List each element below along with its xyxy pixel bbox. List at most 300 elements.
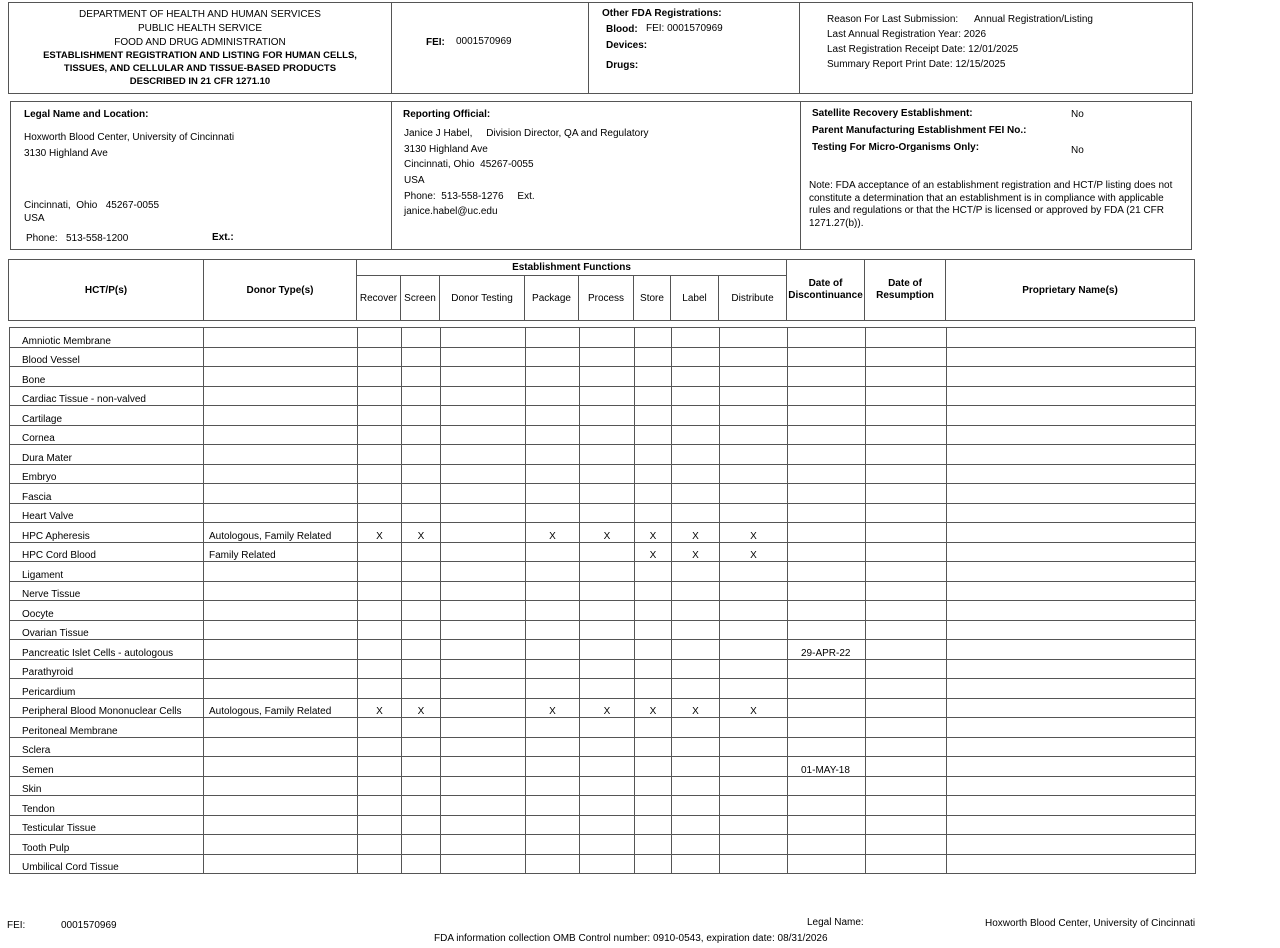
function-mark-cell (672, 776, 720, 796)
donor-type-cell (204, 796, 358, 816)
submission-info-box (799, 2, 1193, 94)
hctp-name-cell: Dura Mater (10, 445, 204, 465)
discontinuance-date-cell (788, 445, 866, 465)
hctp-name-cell: Tooth Pulp (10, 835, 204, 855)
resumption-date-cell (866, 425, 947, 445)
agency-line: PUBLIC HEALTH SERVICE (137, 23, 263, 34)
function-mark-cell (358, 503, 402, 523)
function-mark-cell (358, 406, 402, 426)
hctp-name-cell: Ligament (10, 562, 204, 582)
resumption-date-cell (866, 757, 947, 777)
hctp-name-cell: Embryo (10, 464, 204, 484)
blood-label: Blood: (606, 24, 638, 35)
function-mark-cell (441, 620, 526, 640)
establishment-functions-header: Establishment Functions (357, 260, 787, 276)
function-mark-cell: X (526, 698, 580, 718)
fei-header-box (391, 2, 589, 94)
function-mark-cell (635, 757, 672, 777)
function-mark-cell (402, 679, 441, 699)
table-row (10, 659, 1196, 679)
proprietary-name-cell (947, 445, 1196, 465)
resumption-date-cell (866, 776, 947, 796)
resumption-date-cell (866, 406, 947, 426)
proprietary-name-column-header: Proprietary Name(s) (946, 260, 1195, 321)
proprietary-name-cell (947, 815, 1196, 835)
function-mark-cell (635, 737, 672, 757)
function-mark-cell (720, 854, 788, 874)
donor-type-cell (204, 757, 358, 777)
function-mark-cell (720, 386, 788, 406)
function-mark-cell (720, 562, 788, 582)
function-mark-cell (580, 347, 635, 367)
proprietary-name-cell (947, 679, 1196, 699)
function-mark-cell (402, 640, 441, 660)
function-mark-cell (441, 854, 526, 874)
function-mark-cell (635, 386, 672, 406)
function-mark-cell (441, 347, 526, 367)
function-mark-cell (672, 367, 720, 387)
function-mark-cell (526, 601, 580, 621)
function-mark-cell (635, 601, 672, 621)
function-mark-cell: X (358, 698, 402, 718)
function-mark-cell: X (402, 523, 441, 543)
discontinuance-date-cell (788, 347, 866, 367)
function-mark-cell (635, 854, 672, 874)
hctp-name-cell: Blood Vessel (10, 347, 204, 367)
function-mark-cell (720, 464, 788, 484)
function-mark-cell (441, 523, 526, 543)
table-row (10, 854, 1196, 874)
legal-name-label: Legal Name and Location: (24, 109, 149, 120)
resumption-date-cell (866, 835, 947, 855)
function-mark-cell (672, 815, 720, 835)
table-row (10, 503, 1196, 523)
proprietary-name-cell (947, 425, 1196, 445)
proprietary-name-cell (947, 659, 1196, 679)
discontinuance-date-cell (788, 601, 866, 621)
function-mark-cell (358, 562, 402, 582)
satellite-info-box (800, 101, 1192, 250)
function-mark-cell (526, 386, 580, 406)
function-mark-cell: X (720, 523, 788, 543)
official-country: USA (404, 175, 425, 186)
table-row (10, 835, 1196, 855)
date-resum-line: Date of (888, 278, 922, 289)
function-mark-cell: X (672, 523, 720, 543)
function-mark-cell (441, 815, 526, 835)
function-mark-cell (402, 562, 441, 582)
function-mark-cell (720, 601, 788, 621)
function-mark-cell (441, 445, 526, 465)
resumption-date-cell (866, 815, 947, 835)
function-mark-cell (402, 776, 441, 796)
blood-value: FEI: 0001570969 (646, 23, 723, 34)
table-row (10, 640, 1196, 660)
official-phone: Phone: 513-558-1276 Ext. (404, 191, 535, 202)
function-mark-cell (720, 796, 788, 816)
function-column-header: Recover (357, 276, 401, 321)
function-mark-cell (720, 347, 788, 367)
function-mark-cell (672, 620, 720, 640)
function-mark-cell (672, 737, 720, 757)
function-mark-cell (402, 347, 441, 367)
function-mark-cell (358, 347, 402, 367)
function-mark-cell (402, 601, 441, 621)
agency-header-box (8, 2, 392, 94)
function-mark-cell (526, 542, 580, 562)
function-mark-cell (526, 562, 580, 582)
function-mark-cell: X (580, 523, 635, 543)
hctp-column-header: HCT/P(s) (9, 260, 204, 321)
proprietary-name-cell (947, 718, 1196, 738)
function-mark-cell (580, 640, 635, 660)
hctp-name-cell: Umbilical Cord Tissue (10, 854, 204, 874)
proprietary-name-cell (947, 620, 1196, 640)
function-mark-cell (526, 659, 580, 679)
table-row (10, 562, 1196, 582)
function-mark-cell (402, 737, 441, 757)
resumption-date-cell (866, 620, 947, 640)
resumption-date-cell (866, 854, 947, 874)
reason-label: Reason For Last Submission: (827, 14, 959, 25)
function-mark-cell (526, 757, 580, 777)
function-mark-cell (526, 796, 580, 816)
form-title-line: DESCRIBED IN 21 CFR 1271.10 (129, 76, 271, 87)
function-mark-cell (635, 718, 672, 738)
legal-ext-label: Ext.: (212, 232, 234, 243)
function-column-header: Distribute (719, 276, 787, 321)
donor-type-cell (204, 425, 358, 445)
table-row (10, 737, 1196, 757)
discontinuance-date-cell (788, 776, 866, 796)
table-row (10, 542, 1196, 562)
function-mark-cell (720, 776, 788, 796)
hctp-name-cell: Parathyroid (10, 659, 204, 679)
donor-type-cell (204, 367, 358, 387)
function-mark-cell (358, 601, 402, 621)
donor-type-cell (204, 620, 358, 640)
table-row (10, 523, 1196, 543)
function-mark-cell: X (635, 542, 672, 562)
function-mark-cell (580, 542, 635, 562)
function-mark-cell (672, 347, 720, 367)
table-row (10, 328, 1196, 348)
function-mark-cell (672, 835, 720, 855)
proprietary-name-cell (947, 698, 1196, 718)
function-mark-cell (672, 796, 720, 816)
function-mark-cell (441, 776, 526, 796)
table-row (10, 484, 1196, 504)
function-mark-cell (358, 757, 402, 777)
table-row (10, 698, 1196, 718)
discontinuance-date-cell (788, 464, 866, 484)
function-mark-cell (580, 776, 635, 796)
function-mark-cell (441, 718, 526, 738)
function-mark-cell (580, 854, 635, 874)
resumption-date-cell (866, 503, 947, 523)
function-mark-cell (672, 718, 720, 738)
function-mark-cell (635, 503, 672, 523)
hctp-name-cell: Bone (10, 367, 204, 387)
function-mark-cell (720, 620, 788, 640)
function-mark-cell (580, 425, 635, 445)
function-mark-cell (441, 484, 526, 504)
function-mark-cell (526, 484, 580, 504)
function-mark-cell (580, 835, 635, 855)
function-mark-cell (720, 718, 788, 738)
function-mark-cell: X (635, 698, 672, 718)
resumption-date-cell (866, 796, 947, 816)
function-mark-cell (441, 425, 526, 445)
function-mark-cell (635, 581, 672, 601)
function-mark-cell (358, 425, 402, 445)
function-mark-cell (720, 445, 788, 465)
function-mark-cell (402, 484, 441, 504)
function-mark-cell (358, 445, 402, 465)
hctp-name-cell: Amniotic Membrane (10, 328, 204, 348)
function-mark-cell (402, 796, 441, 816)
discontinuance-date-cell (788, 367, 866, 387)
function-mark-cell (580, 386, 635, 406)
compliance-note: Note: FDA acceptance of an establishment registration and HCT/P listing does not constitute a determination that an establishment is in compliance with applicable rules and regulations or that the HCT/P is licensed or approved by FDA (21 CFR 1271.27(b)). (809, 180, 1173, 229)
function-mark-cell: X (402, 698, 441, 718)
function-mark-cell (441, 367, 526, 387)
function-mark-cell (526, 854, 580, 874)
function-mark-cell (441, 406, 526, 426)
function-mark-cell (526, 503, 580, 523)
function-mark-cell: X (720, 542, 788, 562)
discontinuance-date-cell (788, 581, 866, 601)
function-mark-cell: X (635, 523, 672, 543)
resumption-date-cell (866, 386, 947, 406)
legal-name-box (10, 101, 392, 250)
function-mark-cell (720, 640, 788, 660)
function-mark-cell (580, 815, 635, 835)
function-mark-cell (720, 679, 788, 699)
hctp-name-cell: Peripheral Blood Mononuclear Cells (10, 698, 204, 718)
agency-line: FOOD AND DRUG ADMINISTRATION (114, 37, 286, 48)
function-mark-cell (672, 328, 720, 348)
legal-name: Hoxworth Blood Center, University of Cincinnati (24, 132, 235, 143)
function-mark-cell (526, 776, 580, 796)
hctp-name-cell: Fascia (10, 484, 204, 504)
function-mark-cell (526, 737, 580, 757)
function-column-header: Store (634, 276, 671, 321)
legal-phone-value: 513-558-1200 (66, 233, 129, 244)
resumption-date-cell (866, 601, 947, 621)
function-mark-cell (672, 562, 720, 582)
table-row (10, 601, 1196, 621)
hctp-name-cell: Ovarian Tissue (10, 620, 204, 640)
function-mark-cell (635, 815, 672, 835)
function-mark-cell (580, 581, 635, 601)
proprietary-name-cell (947, 640, 1196, 660)
fei-value: 0001570969 (456, 36, 512, 47)
function-mark-cell (635, 445, 672, 465)
footer-legal-name-label: Legal Name: (807, 917, 864, 928)
resumption-date-cell (866, 659, 947, 679)
donor-type-cell (204, 640, 358, 660)
function-mark-cell (635, 620, 672, 640)
table-row (10, 464, 1196, 484)
hctp-name-cell: Nerve Tissue (10, 581, 204, 601)
discontinuance-date-cell (788, 484, 866, 504)
hctp-name-cell: Peritoneal Membrane (10, 718, 204, 738)
discontinuance-date-cell (788, 425, 866, 445)
function-mark-cell (441, 835, 526, 855)
function-mark-cell (720, 659, 788, 679)
donor-type-cell (204, 347, 358, 367)
function-mark-cell: X (580, 698, 635, 718)
resumption-date-cell (866, 542, 947, 562)
function-mark-cell (526, 835, 580, 855)
table-row (10, 796, 1196, 816)
function-mark-cell (580, 601, 635, 621)
agency-line: DEPARTMENT OF HEALTH AND HUMAN SERVICES (79, 9, 321, 20)
proprietary-name-cell (947, 542, 1196, 562)
hctp-name-cell: Testicular Tissue (10, 815, 204, 835)
donor-type-cell (204, 679, 358, 699)
function-mark-cell (358, 776, 402, 796)
function-mark-cell: X (358, 523, 402, 543)
drugs-label: Drugs: (606, 60, 639, 71)
function-mark-cell (441, 640, 526, 660)
function-mark-cell (526, 328, 580, 348)
function-mark-cell (635, 835, 672, 855)
date-resum-line: Resumption (876, 290, 934, 301)
function-mark-cell (358, 835, 402, 855)
donor-type-cell (204, 464, 358, 484)
last-annual-year: Last Annual Registration Year: 2026 (827, 29, 987, 40)
function-mark-cell (720, 328, 788, 348)
donor-type-cell (204, 581, 358, 601)
function-mark-cell (526, 406, 580, 426)
function-mark-cell (672, 581, 720, 601)
hctp-name-cell: HPC Apheresis (10, 523, 204, 543)
date-disc-line: Discontinuance (788, 290, 863, 301)
function-mark-cell (441, 464, 526, 484)
function-mark-cell (672, 406, 720, 426)
function-mark-cell (402, 503, 441, 523)
function-mark-cell (402, 542, 441, 562)
date-disc-line: Date of (808, 278, 843, 289)
hctp-name-cell: Tendon (10, 796, 204, 816)
table-row (10, 815, 1196, 835)
function-mark-cell (635, 640, 672, 660)
legal-street: 3130 Highland Ave (24, 148, 108, 159)
function-mark-cell (402, 835, 441, 855)
function-mark-cell (580, 718, 635, 738)
testing-value: No (1071, 145, 1084, 156)
function-mark-cell (720, 815, 788, 835)
table-row (10, 425, 1196, 445)
function-mark-cell (672, 464, 720, 484)
discontinuance-date-cell (788, 737, 866, 757)
function-column-header: Package (525, 276, 579, 321)
function-mark-cell (720, 581, 788, 601)
function-mark-cell (720, 835, 788, 855)
function-mark-cell (580, 445, 635, 465)
function-mark-cell (672, 757, 720, 777)
function-mark-cell (580, 796, 635, 816)
function-mark-cell (635, 796, 672, 816)
table-row (10, 367, 1196, 387)
function-mark-cell (441, 542, 526, 562)
hctp-name-cell: Skin (10, 776, 204, 796)
resumption-date-cell (866, 445, 947, 465)
discontinuance-date-cell (788, 815, 866, 835)
hctp-name-cell: Heart Valve (10, 503, 204, 523)
function-mark-cell: X (672, 542, 720, 562)
function-mark-cell (526, 640, 580, 660)
discontinuance-date-cell (788, 328, 866, 348)
function-mark-cell (526, 718, 580, 738)
function-mark-cell (580, 406, 635, 426)
official-name-title: Janice J Habel, Division Director, QA and Regulatory (404, 128, 649, 139)
table-row (10, 386, 1196, 406)
function-mark-cell (580, 757, 635, 777)
function-mark-cell (526, 679, 580, 699)
function-mark-cell (358, 640, 402, 660)
hctp-table (9, 327, 1196, 874)
table-row (10, 445, 1196, 465)
donor-type-cell (204, 562, 358, 582)
function-mark-cell (635, 484, 672, 504)
function-mark-cell (526, 581, 580, 601)
legal-phone-label: Phone: (26, 233, 58, 244)
function-mark-cell (526, 425, 580, 445)
function-mark-cell (441, 737, 526, 757)
table-row (10, 679, 1196, 699)
donor-type-cell (204, 328, 358, 348)
other-registrations-label: Other FDA Registrations: (602, 8, 722, 19)
function-mark-cell (358, 464, 402, 484)
function-mark-cell (635, 679, 672, 699)
function-mark-cell (672, 484, 720, 504)
function-mark-cell (441, 796, 526, 816)
function-mark-cell (580, 367, 635, 387)
form-title-line: ESTABLISHMENT REGISTRATION AND LISTING FOR HUMAN CELLS, (43, 50, 357, 61)
function-mark-cell (358, 367, 402, 387)
function-mark-cell (402, 718, 441, 738)
function-mark-cell (526, 815, 580, 835)
function-mark-cell (720, 425, 788, 445)
hctp-name-cell: Semen (10, 757, 204, 777)
hctp-name-cell: Cardiac Tissue - non-valved (10, 386, 204, 406)
discontinuance-date-cell (788, 854, 866, 874)
function-mark-cell (672, 601, 720, 621)
function-mark-cell (526, 445, 580, 465)
function-mark-cell (441, 562, 526, 582)
resumption-date-cell (866, 640, 947, 660)
last-receipt-date: Last Registration Receipt Date: 12/01/2025 (827, 44, 1019, 55)
proprietary-name-cell (947, 523, 1196, 543)
reporting-official-box (391, 101, 801, 250)
function-mark-cell (441, 328, 526, 348)
reporting-official-label: Reporting Official: (403, 109, 491, 120)
hctp-name-cell: Pancreatic Islet Cells - autologous (10, 640, 204, 660)
other-registrations-box (588, 2, 800, 94)
function-mark-cell (358, 542, 402, 562)
proprietary-name-cell (947, 737, 1196, 757)
function-mark-cell (672, 425, 720, 445)
function-mark-cell (580, 659, 635, 679)
proprietary-name-cell (947, 601, 1196, 621)
proprietary-name-cell (947, 796, 1196, 816)
function-mark-cell (580, 562, 635, 582)
proprietary-name-cell (947, 503, 1196, 523)
function-mark-cell (720, 406, 788, 426)
